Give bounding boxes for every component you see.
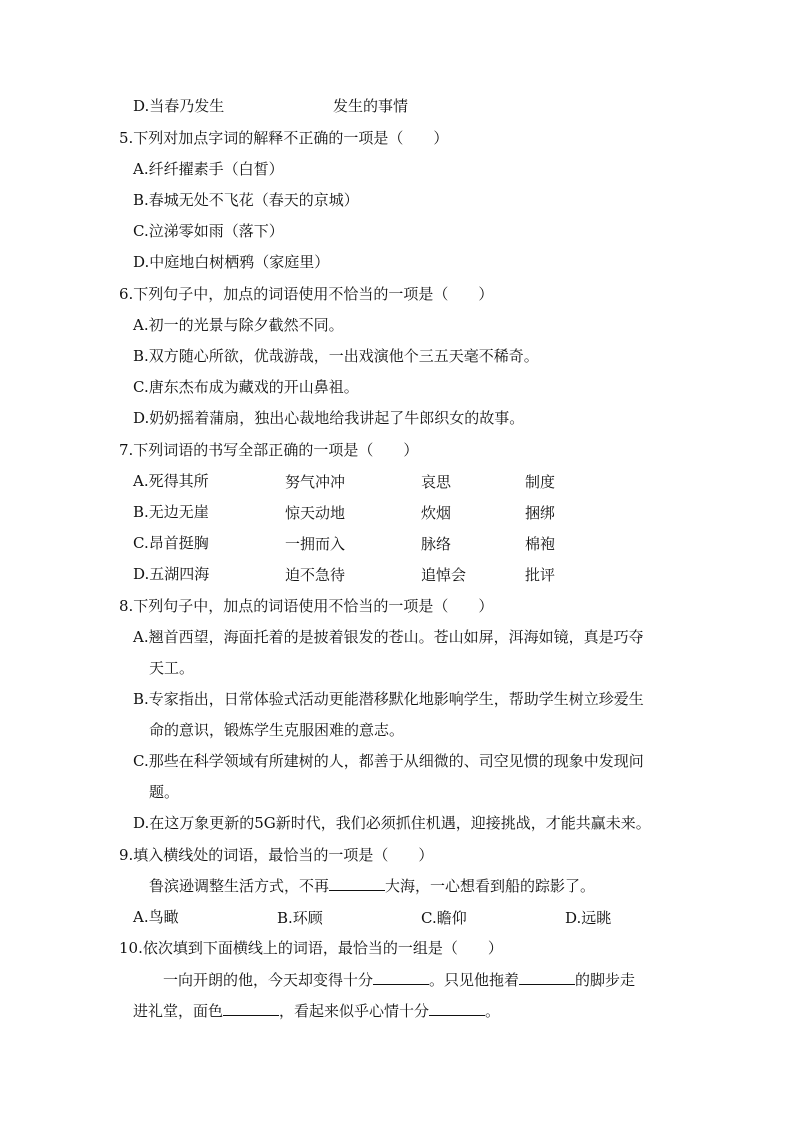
q6-option-c: C.唐东杰布成为藏戏的开山鼻祖。 (133, 378, 359, 396)
q10-passage-p1: 一向开朗的他，今天却变得十分 (163, 971, 374, 989)
q7-row-c: C.昂首挺胸 (133, 534, 209, 552)
q10-blank-2 (519, 970, 575, 985)
q6-option-a: A.初一的光景与除夕截然不同。 (133, 316, 344, 334)
q4-option-d (133, 96, 224, 116)
q6-option-b: B.双方随心所欲，优哉游哉，一出戏演他个三五天毫不稀奇。 (133, 347, 539, 365)
q9-stem: 9.填入横线处的词语，最恰当的一项是（ ） (119, 846, 434, 864)
q7-row-b-3: 炊烟 (421, 504, 452, 522)
q7-row-a-2: 努气冲冲 (285, 473, 346, 491)
q10-blank-4 (429, 1001, 485, 1016)
q5-option-c: C.泣涕零如雨（落下） (133, 222, 284, 240)
q7-row-a-3: 哀思 (421, 473, 452, 491)
q8-option-b-cont: 命的意识，锻炼学生克服困难的意志。 (149, 721, 405, 739)
q7-stem: 7.下列词语的书写全部正确的一项是（ ） (119, 441, 419, 459)
q6-option-d: D.奶奶摇着蒲扇，独出心裁地给我讲起了牛郎织女的故事。 (133, 409, 525, 427)
q8-option-b: B.专家指出，日常体验式活动更能潜移默化地影响学生，帮助学生树立珍爱生 (133, 690, 644, 708)
q4-option-d-desc: 发生的事情 (333, 97, 409, 115)
q9-option-a: A.鸟瞰 (133, 908, 179, 926)
q6-stem: 6.下列句子中，加点的词语使用不恰当的一项是（ ） (119, 285, 494, 303)
q8-stem: 8.下列句子中，加点的词语使用不恰当的一项是（ ） (119, 597, 494, 615)
q8-option-a: A.翘首西望，海面托着的是披着银发的苍山。苍山如屏，洱海如镜，真是巧夺 (133, 628, 644, 646)
q9-option-c: C.瞻仰 (421, 909, 467, 927)
q10-passage-line2 (133, 1001, 500, 1021)
q7-row-a: A.死得其所 (133, 472, 209, 490)
q7-row-c-2: 一拥而入 (285, 535, 346, 553)
q7-row-d: D.五湖四海 (133, 565, 210, 583)
q8-option-d: D.在这万象更新的5G新时代，我们必须抓住机遇，迎接挑战，才能共赢未来。 (133, 814, 651, 832)
q4-option-d-label: D.当春乃发生 (133, 97, 225, 115)
q7-row-c-4: 棉袍 (525, 535, 556, 553)
q9-option-d: D.远眺 (565, 909, 612, 927)
q10-passage-p3: 的脚步走 (575, 971, 636, 989)
q5-stem: 5.下列对加点字词的解释不正确的一项是（ ） (119, 129, 449, 147)
q7-row-b-2: 惊天动地 (285, 504, 346, 522)
q9-sentence (149, 876, 595, 896)
q9-sentence-pre: 鲁滨逊调整生活方式，不再 (149, 877, 330, 895)
q9-option-b: B.环顾 (277, 909, 323, 927)
q9-blank (329, 876, 385, 891)
q7-row-d-3: 追悼会 (421, 566, 467, 584)
q10-blank-3 (223, 1001, 279, 1016)
q7-row-b: B.无边无崖 (133, 503, 209, 521)
q7-row-c-3: 脉络 (421, 535, 452, 553)
q8-option-a-cont: 天工。 (149, 659, 195, 677)
q10-stem: 10.依次填到下面横线上的词语，最恰当的一组是（ ） (119, 939, 503, 957)
q8-option-c-cont: 题。 (149, 783, 180, 801)
q5-option-a: A.纤纤擢素手（白皙） (133, 160, 284, 178)
q7-row-d-4: 批评 (525, 566, 556, 584)
q7-row-d-2: 迫不急待 (285, 566, 346, 584)
q10-passage-p4: 进礼堂，面色 (133, 1002, 224, 1020)
q10-passage-p5: ，看起来似乎心情十分 (279, 1002, 430, 1020)
q8-option-c: C.那些在科学领域有所建树的人，都善于从细微的、司空见惯的现象中发现问 (133, 752, 644, 770)
q10-blank-1 (373, 970, 429, 985)
q9-sentence-post: 大海，一心想看到船的踪影了。 (385, 877, 596, 895)
q7-row-a-4: 制度 (525, 473, 556, 491)
q10-passage-p2: 。只见他拖着 (429, 971, 520, 989)
q10-passage-p6: 。 (485, 1002, 501, 1020)
q5-option-b: B.春城无处不飞花（春天的京城） (133, 191, 359, 209)
q10-passage-line1 (163, 970, 635, 990)
q7-row-b-4: 捆绑 (525, 504, 556, 522)
q5-option-d: D.中庭地白树栖鸦（家庭里） (133, 253, 330, 271)
